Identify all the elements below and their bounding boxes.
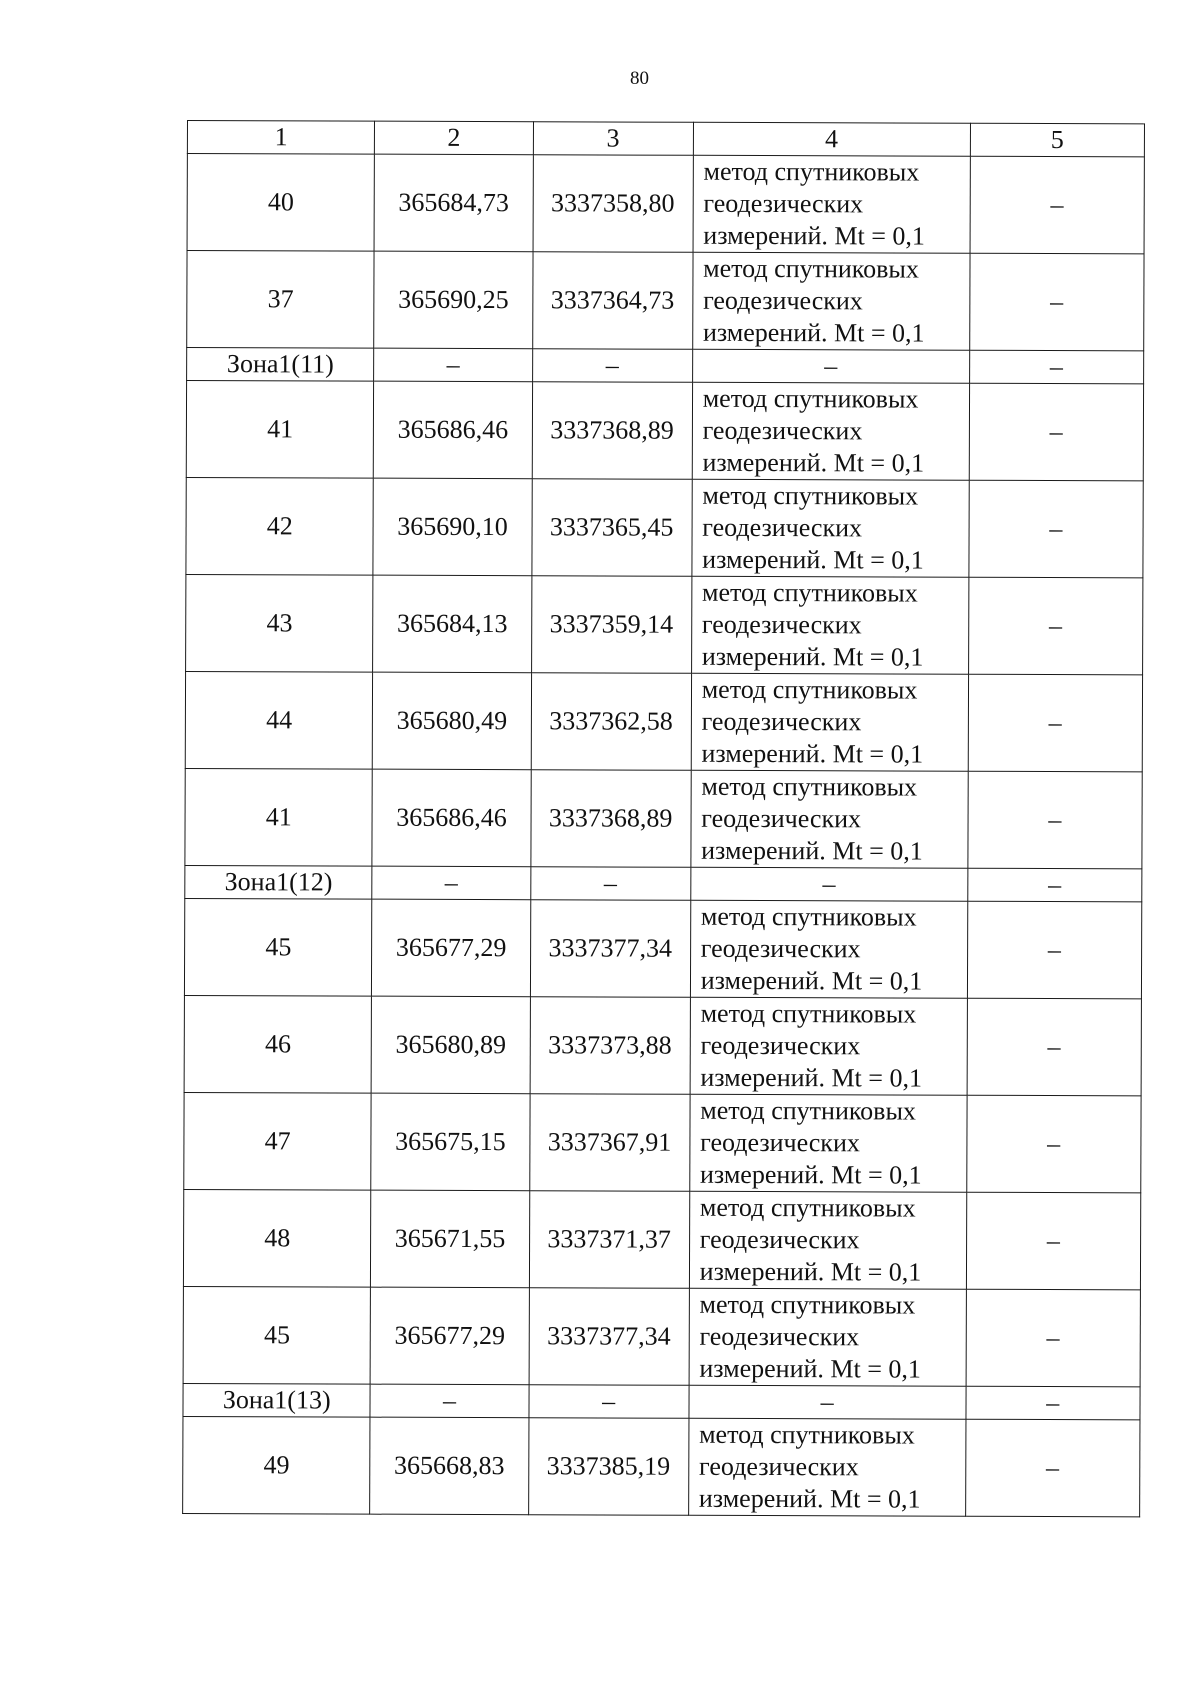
- point-row: [184, 995, 1141, 1095]
- point-row: [187, 251, 1144, 351]
- x-cell: –: [372, 866, 530, 900]
- x-cell: –: [374, 348, 532, 382]
- method-line: метод спутниковых: [701, 674, 918, 705]
- header-cell-2: 2: [375, 121, 533, 155]
- x-cell: 365675,15: [371, 1093, 529, 1191]
- method-cell: [691, 770, 968, 868]
- y-cell: –: [532, 349, 692, 383]
- method-cell: –: [692, 349, 969, 383]
- y-cell: 3337359,14: [531, 576, 692, 674]
- x-cell: 365690,10: [373, 478, 531, 576]
- point-row: [185, 671, 1142, 771]
- method-line: метод спутниковых: [700, 901, 917, 932]
- point-id-cell: 41: [185, 768, 373, 866]
- point-row: [183, 1416, 1140, 1516]
- col5-cell: –: [967, 901, 1142, 999]
- col5-cell: –: [967, 771, 1142, 869]
- zone-name-cell: Зона1(12): [185, 865, 373, 899]
- method-line: метод спутниковых: [701, 771, 918, 802]
- y-cell: 3337385,19: [528, 1418, 689, 1516]
- col5-cell: –: [966, 1386, 1141, 1420]
- point-row: [186, 381, 1143, 481]
- point-id-cell: 37: [187, 251, 375, 349]
- method-cell: [689, 1094, 966, 1192]
- point-row: [183, 1286, 1140, 1386]
- method-line: измерений. Mt = 0,1: [702, 447, 925, 478]
- point-id-cell: 46: [184, 995, 372, 1093]
- coordinates-table: [182, 120, 1145, 1517]
- method-line: метод спутниковых: [702, 480, 919, 511]
- x-cell: 365680,49: [373, 672, 531, 770]
- method-line: измерений. Mt = 0,1: [699, 1159, 922, 1190]
- method-line: измерений. Mt = 0,1: [699, 1353, 922, 1384]
- method-line: измерений. Mt = 0,1: [701, 835, 923, 866]
- col5-cell: –: [969, 350, 1144, 384]
- method-cell: –: [690, 867, 967, 901]
- x-cell: 365690,25: [374, 251, 532, 349]
- method-line: измерений. Mt = 0,1: [699, 1256, 922, 1287]
- method-line: геодезических: [700, 1127, 860, 1158]
- method-cell: [691, 673, 968, 771]
- point-id-cell: 40: [187, 154, 375, 252]
- method-cell: [689, 1288, 966, 1386]
- y-cell: –: [528, 1385, 688, 1419]
- x-cell: 365668,83: [370, 1417, 528, 1515]
- method-line: измерений. Mt = 0,1: [702, 317, 925, 348]
- x-cell: 365677,29: [371, 1287, 529, 1385]
- method-line: геодезических: [701, 706, 862, 737]
- method-line: измерений. Mt = 0,1: [698, 1483, 921, 1514]
- method-cell: [691, 576, 968, 674]
- method-line: измерений. Mt = 0,1: [701, 641, 924, 672]
- method-line: геодезических: [703, 285, 863, 316]
- method-cell: [692, 382, 969, 480]
- method-line: измерений. Mt = 0,1: [700, 1062, 923, 1093]
- method-line: метод спутниковых: [700, 1095, 917, 1126]
- col5-cell: –: [968, 577, 1143, 675]
- method-line: геодезических: [703, 188, 864, 219]
- method-cell: [689, 1191, 966, 1289]
- point-id-cell: 43: [186, 574, 374, 672]
- method-line: геодезических: [702, 415, 863, 446]
- col5-cell: –: [965, 1419, 1140, 1517]
- col5-cell: –: [966, 1095, 1141, 1193]
- y-cell: 3337364,73: [532, 252, 693, 350]
- point-row: [187, 154, 1144, 254]
- method-line: измерений. Mt = 0,1: [702, 544, 924, 575]
- col5-cell: –: [967, 868, 1142, 902]
- point-id-cell: 42: [186, 477, 374, 575]
- method-cell: [692, 479, 969, 577]
- col5-cell: –: [966, 1289, 1141, 1387]
- x-cell: –: [370, 1384, 528, 1418]
- x-cell: 365671,55: [371, 1190, 529, 1288]
- y-cell: 3337371,37: [529, 1191, 690, 1289]
- point-row: [186, 574, 1143, 674]
- point-id-cell: 47: [184, 1092, 372, 1190]
- y-cell: 3337365,45: [531, 479, 692, 577]
- zone-row: [185, 865, 1142, 901]
- point-row: [186, 477, 1143, 577]
- header-row: [187, 121, 1144, 157]
- method-line: геодезических: [699, 1321, 860, 1352]
- method-line: метод спутниковых: [703, 253, 919, 284]
- header-cell-3: 3: [533, 122, 693, 156]
- method-cell: [690, 900, 967, 998]
- method-line: измерений. Mt = 0,1: [701, 738, 924, 769]
- method-line: измерений. Mt = 0,1: [703, 220, 925, 251]
- method-line: геодезических: [698, 1451, 859, 1482]
- col5-cell: –: [969, 383, 1144, 481]
- method-line: геодезических: [701, 803, 862, 834]
- header-cell-5: 5: [970, 123, 1145, 157]
- y-cell: 3337377,34: [529, 1288, 690, 1386]
- x-cell: 365686,46: [374, 381, 532, 479]
- y-cell: 3337362,58: [531, 673, 692, 771]
- method-line: геодезических: [700, 933, 861, 964]
- y-cell: 3337367,91: [529, 1094, 690, 1192]
- page-number: 80: [630, 68, 649, 89]
- y-cell: –: [530, 867, 690, 901]
- method-line: метод спутниковых: [699, 1419, 915, 1450]
- x-cell: 365677,29: [372, 899, 530, 997]
- method-line: метод спутниковых: [702, 577, 918, 608]
- method-cell: [692, 252, 969, 350]
- col5-cell: –: [968, 480, 1143, 578]
- point-row: [184, 1092, 1141, 1192]
- zone-row: [187, 348, 1144, 384]
- y-cell: 3337368,89: [532, 382, 693, 480]
- y-cell: 3337377,34: [530, 900, 691, 998]
- method-line: метод спутниковых: [702, 383, 919, 414]
- point-id-cell: 45: [184, 898, 372, 996]
- method-line: метод спутниковых: [699, 1192, 916, 1223]
- col5-cell: –: [969, 253, 1144, 351]
- method-line: метод спутниковых: [700, 998, 917, 1029]
- point-id-cell: 48: [183, 1189, 371, 1287]
- zone-name-cell: Зона1(11): [187, 348, 375, 382]
- y-cell: 3337368,89: [530, 770, 691, 868]
- point-id-cell: 41: [186, 381, 374, 479]
- x-cell: 365684,13: [373, 575, 531, 673]
- method-line: геодезических: [700, 1030, 861, 1061]
- col5-cell: –: [966, 1192, 1141, 1290]
- method-line: измерений. Mt = 0,1: [700, 965, 923, 996]
- point-id-cell: 45: [183, 1286, 371, 1384]
- method-cell: [688, 1418, 965, 1516]
- zone-row: [183, 1383, 1140, 1419]
- x-cell: 365680,89: [372, 996, 530, 1094]
- col5-cell: –: [967, 998, 1142, 1096]
- point-id-cell: 44: [185, 671, 373, 769]
- col5-cell: –: [970, 156, 1145, 254]
- method-line: метод спутниковых: [699, 1289, 916, 1320]
- y-cell: 3337358,80: [533, 155, 694, 253]
- point-row: [184, 898, 1141, 998]
- method-line: метод спутниковых: [703, 156, 920, 187]
- zone-name-cell: Зона1(13): [183, 1383, 371, 1417]
- col5-cell: –: [968, 674, 1143, 772]
- x-cell: 365686,46: [372, 769, 530, 867]
- method-cell: [690, 997, 967, 1095]
- method-line: геодезических: [699, 1224, 860, 1255]
- method-cell: –: [689, 1385, 966, 1419]
- point-row: [185, 768, 1142, 868]
- point-id-cell: 49: [183, 1416, 371, 1514]
- method-line: геодезических: [702, 512, 863, 543]
- method-line: геодезических: [701, 609, 862, 640]
- point-row: [183, 1189, 1140, 1289]
- header-cell-4: 4: [693, 122, 970, 156]
- table-body: [183, 121, 1145, 1517]
- y-cell: 3337373,88: [530, 997, 691, 1095]
- header-cell-1: 1: [187, 121, 375, 155]
- x-cell: 365684,73: [375, 154, 533, 252]
- method-cell: [693, 155, 970, 253]
